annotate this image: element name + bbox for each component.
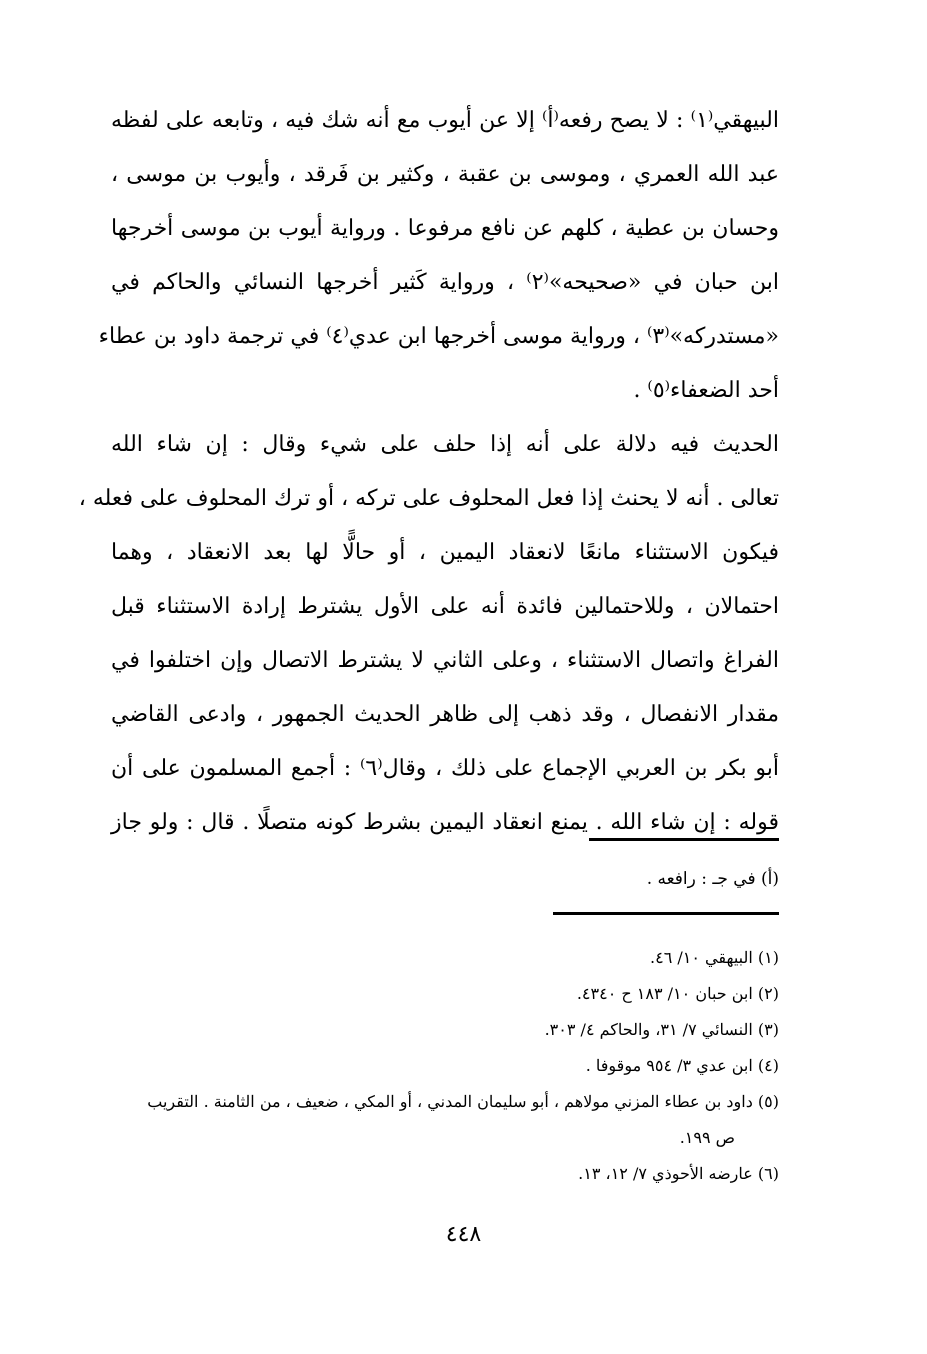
text-line: «مستدركه»⁽٣⁾ ، ورواية موسى أخرجها ابن عدي⁽٤⁾ في ترجمة داود بن عطاء — [98, 324, 779, 349]
footnote-item: (٤) ابن عدي ٣/ ٩٥٤ موقوفا . — [585, 1056, 779, 1075]
page-number: ٤٤٨ — [445, 1222, 482, 1247]
text-line: أحد الضعفاء⁽٥⁾ . — [633, 378, 779, 403]
text-line: أبو بكر بن العربي الإجماع على ذلك ، وقال⁽٦⁾ : أجمع المسلمون على أن — [111, 756, 779, 781]
footnote-item: (٣) النسائي ٧/ ٣١، والحاكم ٤/ ٣٠٣. — [544, 1020, 779, 1039]
text-line: البيهقي⁽١⁾ : لا يصح رفعه⁽أ⁾ إلا عن أيوب مع أنه شك فيه ، وتابعه على لفظه — [111, 108, 779, 133]
footnote-item: (٦) عارضه الأحوذي ٧/ ١٢، ١٣. — [578, 1164, 779, 1183]
variant-note: (أ) في جـ : رافعه . — [646, 869, 779, 889]
main-paragraph-2 — [78, 418, 779, 850]
footnote-divider-top — [589, 838, 779, 841]
text-line: احتمالان ، وللاحتمالين فائدة أنه على الأول يشترط إرادة الاستثناء قبل — [111, 594, 779, 619]
text-line: الفراغ واتصال الاستثناء ، وعلى الثاني لا يشترط الاتصال وإن اختلفوا في — [111, 648, 779, 673]
footnote-item-continuation: ص ١٩٩. — [679, 1128, 735, 1147]
footnote-divider-middle — [553, 912, 779, 915]
text-line: عبد الله العمري ، وموسى بن عقبة ، وكثير بن فَرقد ، وأيوب بن موسى ، — [111, 162, 779, 187]
footnotes-list — [111, 940, 779, 1192]
footnote-item: (٥) داود بن عطاء المزني مولاهم ، أبو سليمان المدني ، أو المكي ، ضعيف ، من الثامنة . التقريب — [147, 1092, 779, 1111]
text-line: مقدار الانفصال ، وقد ذهب إلى ظاهر الحديث الجمهور ، وادعى القاضي — [111, 702, 779, 727]
footnote-item: (١) البيهقي ١٠/ ٤٦. — [650, 948, 779, 967]
main-paragraph-1 — [98, 94, 779, 418]
text-line: تعالى . أنه لا يحنث إذا فعل المحلوف على تركه ، أو ترك المحلوف على فعله ، — [78, 486, 779, 511]
text-line: الحديث فيه دلالة على أنه إذا حلف على شيء وقال : إن شاء الله — [111, 432, 779, 457]
text-line: وحسان بن عطية ، كلهم عن نافع مرفوعا . ورواية أيوب بن موسى أخرجها — [111, 216, 779, 241]
text-line: فيكون الاستثناء مانعًا لانعقاد اليمين ، أو حالًّا لها بعد الانعقاد ، وهما — [111, 540, 779, 565]
text-line: قوله : إن شاء الله . يمنع انعقاد اليمين بشرط كونه متصلًا . قال : ولو جاز — [111, 810, 779, 835]
footnote-item: (٢) ابن حبان ١٠/ ١٨٣ ح ٤٣٤٠. — [576, 984, 779, 1003]
text-line: ابن حبان في «صحيحه»⁽٢⁾ ، ورواية كَثير أخرجها النسائي والحاكم في — [111, 270, 779, 295]
